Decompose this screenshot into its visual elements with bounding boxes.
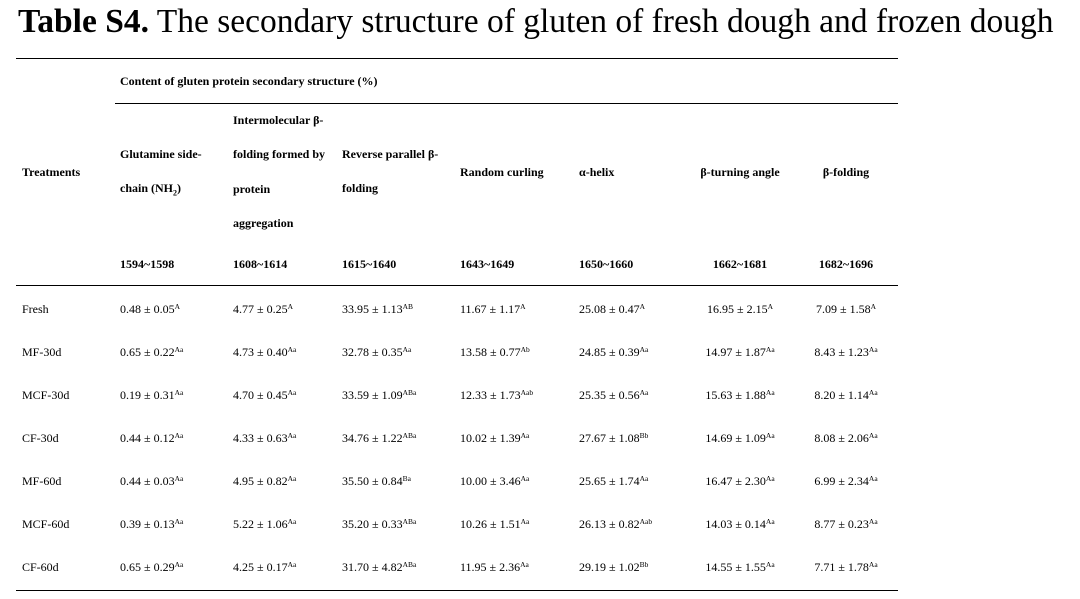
bottom-rule bbox=[16, 590, 898, 591]
cell-value: 24.85 ± 0.39 bbox=[579, 345, 640, 359]
significance-letter: A bbox=[639, 302, 646, 311]
significance-letter: Aab bbox=[520, 388, 534, 397]
table-cell bbox=[120, 517, 183, 532]
column-header-random-curling: Random curling bbox=[460, 165, 544, 179]
significance-letter: A bbox=[767, 302, 773, 311]
treatments-header: Treatments bbox=[22, 165, 81, 179]
cell-value: 32.78 ± 0.35 bbox=[342, 345, 403, 359]
table-cell bbox=[800, 388, 892, 403]
significance-letter: Aa bbox=[174, 517, 184, 526]
table-cell bbox=[120, 302, 180, 317]
table-cell bbox=[342, 302, 413, 317]
significance-letter: Aa bbox=[868, 345, 878, 354]
significance-letter: Aab bbox=[639, 517, 653, 526]
significance-letter: AB bbox=[402, 302, 414, 311]
cell-value: 5.22 ± 1.06 bbox=[233, 517, 288, 531]
significance-letter: Aa bbox=[868, 517, 878, 526]
significance-letter: Aa bbox=[287, 517, 297, 526]
significance-letter: Bb bbox=[639, 431, 649, 440]
significance-letter: Aa bbox=[765, 345, 775, 354]
cell-value: 16.95 ± 2.15 bbox=[706, 302, 768, 316]
cell-value: 7.09 ± 1.58 bbox=[815, 302, 871, 316]
table-cell bbox=[579, 388, 648, 403]
table-cell bbox=[120, 474, 183, 489]
column-header-reverse-parallel: Reverse parallel β- folding bbox=[342, 147, 439, 196]
cell-value: 4.25 ± 0.17 bbox=[233, 560, 288, 574]
column-header-alpha-helix: α-helix bbox=[579, 165, 615, 179]
cell-value: 0.65 ± 0.29 bbox=[120, 560, 175, 574]
cell-value: 25.35 ± 0.56 bbox=[579, 388, 640, 402]
table-cell bbox=[460, 560, 529, 575]
table-cell bbox=[460, 474, 529, 489]
table-cell bbox=[233, 431, 296, 446]
column-header-intermolecular: Intermolecular β- folding formed by protein aggregation bbox=[233, 113, 326, 230]
cell-value: 25.08 ± 0.47 bbox=[579, 302, 640, 316]
significance-letter: Aa bbox=[765, 560, 775, 569]
significance-letter: Aa bbox=[174, 345, 184, 354]
significance-letter: Aa bbox=[868, 474, 878, 483]
table-cell bbox=[342, 560, 416, 575]
table-cell bbox=[342, 517, 416, 532]
cell-value: 0.19 ± 0.31 bbox=[120, 388, 175, 402]
significance-letter: A bbox=[174, 302, 181, 311]
table-cell bbox=[800, 431, 892, 446]
table-cell bbox=[342, 388, 416, 403]
range-label: 1650~1660 bbox=[579, 257, 634, 271]
table-cell bbox=[233, 517, 296, 532]
table-title bbox=[18, 3, 1054, 41]
cell-value: 11.95 ± 2.36 bbox=[460, 560, 521, 574]
significance-letter: Aa bbox=[174, 560, 184, 569]
table-cell bbox=[120, 388, 183, 403]
significance-letter: Aa bbox=[174, 431, 184, 440]
cell-value: 27.67 ± 1.08 bbox=[579, 431, 640, 445]
significance-letter: A bbox=[520, 302, 526, 311]
header-rule bbox=[16, 285, 898, 286]
significance-letter: Aa bbox=[868, 431, 878, 440]
range-label: 1662~1681 bbox=[712, 257, 768, 271]
cell-value: 34.76 ± 1.22 bbox=[342, 431, 403, 445]
cell-value: 8.43 ± 1.23 bbox=[814, 345, 869, 359]
table-cell bbox=[690, 345, 790, 360]
cell-value: 0.39 ± 0.13 bbox=[120, 517, 175, 531]
cell-value: 0.48 ± 0.05 bbox=[120, 302, 175, 316]
cell-value: 14.97 ± 1.87 bbox=[705, 345, 766, 359]
significance-letter: A bbox=[870, 302, 876, 311]
significance-letter: Aa bbox=[174, 388, 184, 397]
cell-value: 4.70 ± 0.45 bbox=[233, 388, 288, 402]
column-header-beta-turning: β-turning angle bbox=[700, 165, 780, 179]
table-cell bbox=[800, 517, 892, 532]
significance-letter: Aa bbox=[287, 560, 297, 569]
significance-letter: Aa bbox=[765, 474, 775, 483]
significance-letter: Aa bbox=[287, 388, 297, 397]
cell-value: 4.95 ± 0.82 bbox=[233, 474, 288, 488]
significance-letter: Aa bbox=[520, 517, 530, 526]
cell-value: 10.00 ± 3.46 bbox=[460, 474, 521, 488]
cell-value: 0.44 ± 0.12 bbox=[120, 431, 175, 445]
table-cell bbox=[579, 517, 652, 532]
table-cell bbox=[800, 302, 892, 317]
column-header-glutamine: Glutamine side- chain $(NH_2)$ bbox=[120, 147, 202, 198]
table-cell bbox=[342, 431, 416, 446]
significance-letter: Aa bbox=[520, 431, 530, 440]
cell-value: 29.19 ± 1.02 bbox=[579, 560, 640, 574]
cell-value: 6.99 ± 2.34 bbox=[814, 474, 869, 488]
significance-letter: Aa bbox=[765, 388, 775, 397]
table-cell bbox=[120, 560, 183, 575]
table-caption: The secondary structure of gluten of fresh dough and frozen dough bbox=[156, 3, 1054, 40]
cell-value: 8.20 ± 1.14 bbox=[814, 388, 869, 402]
significance-letter: ABa bbox=[402, 560, 417, 569]
table-cell bbox=[579, 560, 648, 575]
significance-letter: Aa bbox=[639, 345, 649, 354]
table-cell bbox=[120, 345, 183, 360]
table-cell bbox=[579, 345, 648, 360]
cell-value: 13.58 ± 0.77 bbox=[460, 345, 521, 359]
significance-letter: Bb bbox=[639, 560, 649, 569]
significance-letter: Aa bbox=[287, 345, 297, 354]
table-cell bbox=[690, 431, 790, 446]
significance-letter: Aa bbox=[520, 474, 530, 483]
range-label: 1608~1614 bbox=[233, 257, 288, 271]
cell-value: 4.77 ± 0.25 bbox=[233, 302, 288, 316]
cell-value: 10.02 ± 1.39 bbox=[460, 431, 521, 445]
range-label: 1643~1649 bbox=[460, 257, 515, 271]
table-cell bbox=[579, 474, 648, 489]
table-label: Table S4. bbox=[18, 3, 149, 40]
table-cell bbox=[233, 388, 296, 403]
significance-letter: Aa bbox=[868, 388, 878, 397]
table-cell bbox=[800, 345, 892, 360]
cell-value: 12.33 ± 1.73 bbox=[460, 388, 521, 402]
group-header: Content of gluten protein secondary structure (%) bbox=[120, 74, 378, 88]
table-cell bbox=[460, 302, 526, 317]
cell-value: 33.95 ± 1.13 bbox=[342, 302, 403, 316]
cell-value: 0.44 ± 0.03 bbox=[120, 474, 175, 488]
cell-value: 4.33 ± 0.63 bbox=[233, 431, 288, 445]
significance-letter: Aa bbox=[402, 345, 412, 354]
cell-value: 10.26 ± 1.51 bbox=[460, 517, 521, 531]
significance-letter: ABa bbox=[402, 517, 417, 526]
table-cell bbox=[800, 560, 892, 575]
significance-letter: Aa bbox=[639, 388, 649, 397]
significance-letter: Aa bbox=[174, 474, 184, 483]
cell-value: 15.63 ± 1.88 bbox=[705, 388, 766, 402]
significance-letter: Aa bbox=[868, 560, 878, 569]
treatment-label: Fresh bbox=[22, 302, 49, 316]
treatment-label: MCF-60d bbox=[22, 517, 70, 531]
table-cell bbox=[233, 474, 296, 489]
table-cell bbox=[460, 431, 529, 446]
significance-letter: Aa bbox=[520, 560, 529, 569]
cell-value: 14.69 ± 1.09 bbox=[705, 431, 766, 445]
table-cell bbox=[233, 345, 296, 360]
table-cell bbox=[460, 517, 529, 532]
table-cell bbox=[233, 560, 296, 575]
cell-value: 35.50 ± 0.84 bbox=[342, 474, 403, 488]
cell-value: 25.65 ± 1.74 bbox=[579, 474, 640, 488]
significance-letter: Aa bbox=[287, 431, 297, 440]
table-cell bbox=[342, 345, 411, 360]
table-cell bbox=[690, 474, 790, 489]
table-cell bbox=[579, 302, 645, 317]
significance-letter: ABa bbox=[402, 431, 417, 440]
table-cell bbox=[800, 474, 892, 489]
cell-value: 8.08 ± 2.06 bbox=[814, 431, 869, 445]
significance-letter: ABa bbox=[402, 388, 417, 397]
table-cell bbox=[690, 302, 790, 317]
top-rule bbox=[16, 58, 898, 59]
range-label: 1682~1696 bbox=[818, 257, 874, 271]
significance-letter: Aa bbox=[287, 474, 297, 483]
cell-value: 11.67 ± 1.17 bbox=[460, 302, 521, 316]
significance-letter: Ba bbox=[402, 474, 411, 483]
table-cell bbox=[690, 388, 790, 403]
table-cell bbox=[460, 388, 533, 403]
cell-value: 4.73 ± 0.40 bbox=[233, 345, 288, 359]
significance-letter: Aa bbox=[639, 474, 649, 483]
significance-letter: Ab bbox=[520, 345, 530, 354]
cell-value: 33.59 ± 1.09 bbox=[342, 388, 403, 402]
significance-letter: A bbox=[287, 302, 294, 311]
table-cell bbox=[690, 560, 790, 575]
cell-value: 14.03 ± 0.14 bbox=[705, 517, 766, 531]
table-cell bbox=[342, 474, 411, 489]
treatment-label: CF-60d bbox=[22, 560, 59, 574]
cell-value: 0.65 ± 0.22 bbox=[120, 345, 175, 359]
table-cell bbox=[690, 517, 790, 532]
cell-value: 14.55 ± 1.55 bbox=[705, 560, 766, 574]
cell-value: 7.71 ± 1.78 bbox=[814, 560, 869, 574]
table-cell bbox=[233, 302, 293, 317]
cell-value: 16.47 ± 2.30 bbox=[705, 474, 766, 488]
table-cell bbox=[120, 431, 183, 446]
table-cell bbox=[460, 345, 530, 360]
treatment-label: MCF-30d bbox=[22, 388, 70, 402]
range-label: 1594~1598 bbox=[120, 257, 175, 271]
cell-value: 26.13 ± 0.82 bbox=[579, 517, 640, 531]
table-cell bbox=[579, 431, 648, 446]
cell-value: 8.77 ± 0.23 bbox=[814, 517, 869, 531]
cell-value: 31.70 ± 4.82 bbox=[342, 560, 403, 574]
treatment-label: CF-30d bbox=[22, 431, 59, 445]
treatment-label: MF-60d bbox=[22, 474, 62, 488]
cell-value: 35.20 ± 0.33 bbox=[342, 517, 403, 531]
treatment-label: MF-30d bbox=[22, 345, 62, 359]
significance-letter: Aa bbox=[765, 431, 775, 440]
range-label: 1615~1640 bbox=[342, 257, 397, 271]
significance-letter: Aa bbox=[765, 517, 775, 526]
column-header-beta-folding: β-folding bbox=[822, 165, 870, 179]
